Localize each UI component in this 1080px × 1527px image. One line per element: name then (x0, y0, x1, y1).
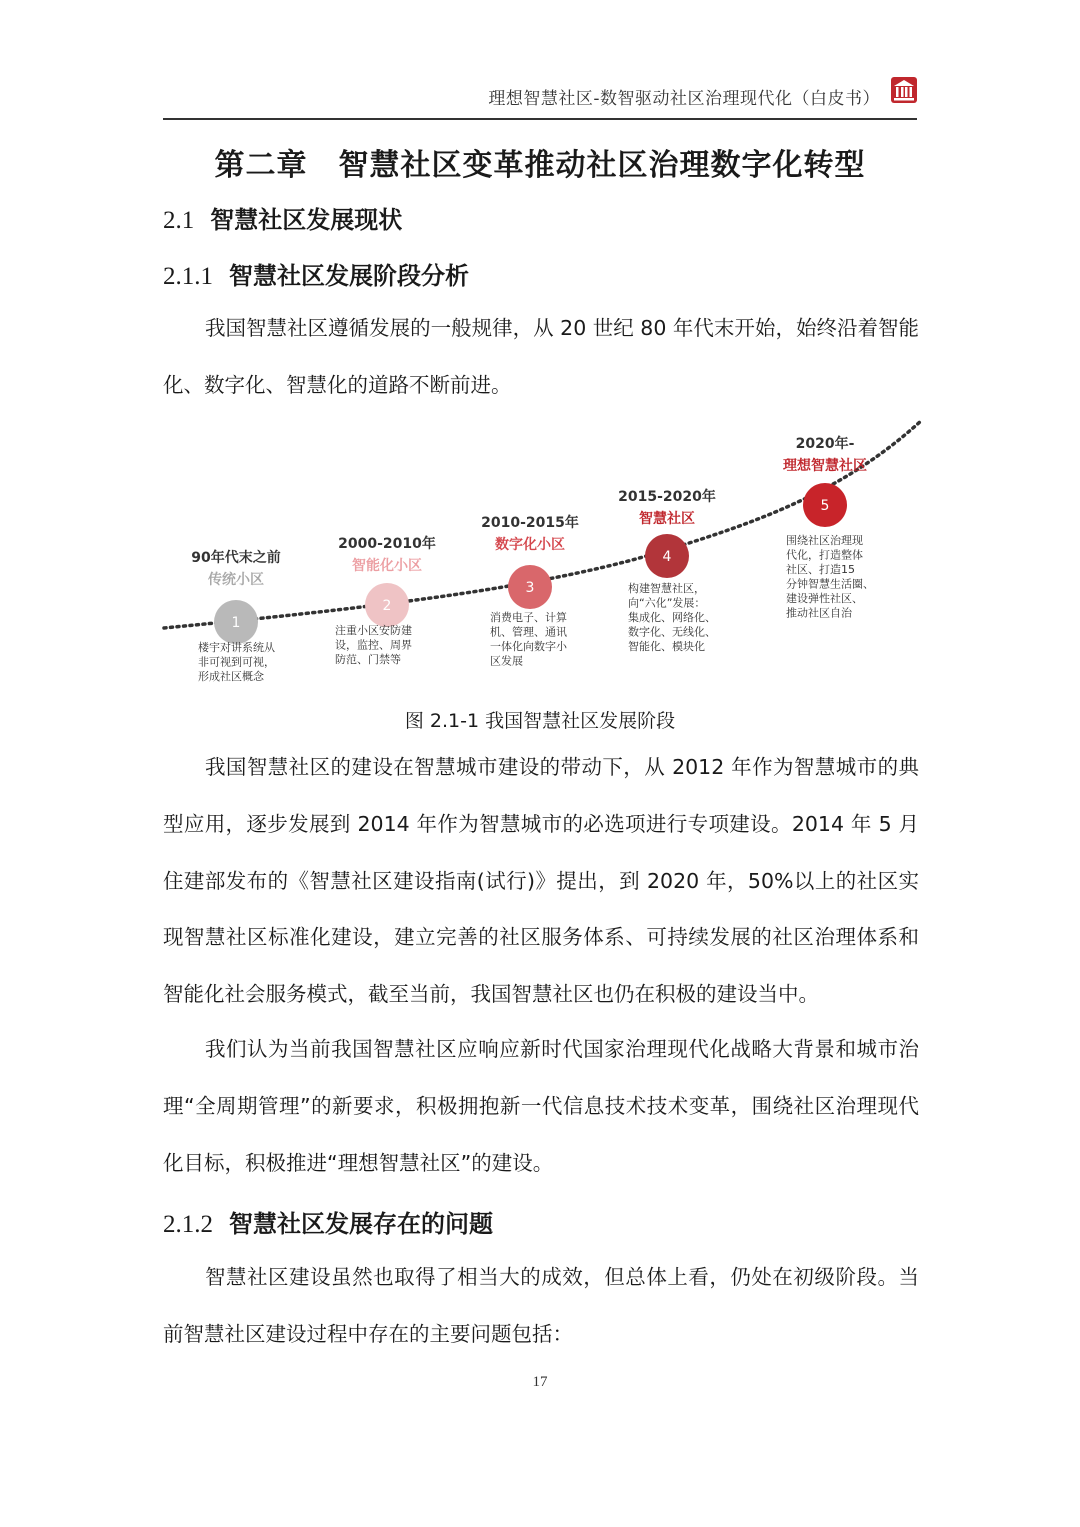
paragraph-1 (163, 300, 919, 414)
stage-4 (618, 488, 716, 653)
section-heading-2-1 (163, 200, 402, 235)
stage-description-line: 建设弹性社区、 (786, 592, 863, 605)
stage-description-line: 智能化、模块化 (628, 640, 705, 653)
paragraph-text: 我国智慧社区遵循发展的一般规律，从 20 世纪 80 年代末开始，始终沿着智能化、数字化、智慧化的道路不断前进。 (163, 316, 919, 397)
stage-period: 2020年- (795, 436, 855, 452)
stage-description-line: 形成社区概念 (198, 670, 264, 683)
stage-period: 2015-2020年 (618, 489, 716, 505)
stage-number: 4 (662, 549, 672, 565)
figure-caption: 图 2.1-1 我国智慧社区发展阶段 (404, 710, 676, 732)
running-header-title: 理想智慧社区-数智驱动社区治理现代化（白皮书） (488, 89, 880, 109)
stage-number: 3 (525, 580, 535, 596)
section-number: 2.1 (163, 207, 195, 234)
paragraph-text: 智慧社区建设虽然也取得了相当大的成效，但总体上看，仍处在初级阶段。当前智慧社区建设过程中存在的主要问题包括： (163, 1265, 919, 1346)
stage-number: 2 (382, 598, 392, 614)
stage-3 (481, 514, 579, 668)
stage-name: 智慧社区 (639, 511, 695, 527)
stage-number: 5 (820, 498, 830, 514)
section-number: 2.1.1 (163, 263, 213, 290)
section-heading-2-1-1 (163, 256, 469, 291)
stage-5 (783, 435, 874, 620)
stage-description-line: 集成化、网络化、 (628, 611, 716, 624)
stage-period: 2010-2015年 (481, 515, 579, 531)
stage-number: 1 (231, 615, 241, 631)
stage-period: 90年代末之前 (191, 550, 281, 566)
section-number: 2.1.2 (163, 1211, 213, 1238)
section-title: 智慧社区发展现状 (210, 206, 403, 234)
stage-description-line: 向“六化”发展： (628, 596, 706, 610)
stage-description-line: 推动社区自治 (786, 606, 852, 620)
stage-name: 智能化小区 (352, 558, 422, 574)
stage-description-line: 代化，打造整体 (786, 548, 863, 562)
stage-name: 传统小区 (208, 572, 264, 588)
stage-period: 2000-2010年 (338, 536, 436, 552)
building-logo-icon (890, 76, 918, 104)
stage-description-line: 区发展 (490, 654, 523, 668)
header-rule (163, 118, 917, 120)
section-heading-2-1-2 (163, 1204, 493, 1239)
stage-description-line: 设，监控、周界 (335, 638, 412, 652)
stage-name: 理想智慧社区 (783, 458, 867, 474)
paragraph-2 (163, 739, 919, 1023)
stage-name: 数字化小区 (495, 537, 565, 553)
stage-description-line: 构建智慧社区， (628, 582, 705, 595)
stage-description-line: 消费电子、计算 (490, 611, 567, 624)
paragraph-text: 我们认为当前我国智慧社区应响应新时代国家治理现代化战略大背景和城市治理“全周期管理”的新要求，积极拥抱新一代信息技术技术变革，围绕社区治理现代化目标，积极推进“理想智慧社区”的建设。 (163, 1037, 919, 1175)
section-title: 智慧社区发展存在的问题 (229, 1210, 493, 1238)
chapter-title: 第二章 智慧社区变革推动社区治理数字化转型 (214, 148, 866, 183)
stage-description-line: 社区、打造15 (786, 563, 855, 576)
page-number: 17 (532, 1374, 548, 1390)
stage-description-line: 机、管理、通讯 (490, 625, 567, 639)
stage-description-line: 围绕社区治理现 (786, 534, 863, 547)
stage-description-line: 分钟智慧生活圈、 (786, 577, 874, 591)
paragraph-3 (163, 1021, 919, 1191)
stage-description-line: 一体化向数字小 (490, 640, 567, 653)
paragraph-text: 我国智慧社区的建设在智慧城市建设的带动下，从 2012 年作为智慧城市的典型应用，逐步发展到 2014 年作为智慧城市的必选项进行专项建设。2014 年 5 月住建部发布的《智慧社区建设指南(试行)》提出，到 2020 年，50%以上的社区实现智慧社区标准化建设，建立完善的社区服务体系、可持续发展的社区治理体系和智能化社会服务模式，截至当前，我国智慧社区也仍在积极的建设当中。 (163, 755, 919, 1007)
stage-description-line: 防范、门禁等 (335, 653, 401, 666)
stage-description-line: 非可视到可视， (198, 655, 275, 669)
stage-2 (335, 535, 436, 666)
paragraph-4 (163, 1249, 919, 1363)
stage-description-line: 注重小区安防建 (335, 624, 412, 637)
development-stages-figure (150, 410, 940, 700)
section-title: 智慧社区发展阶段分析 (229, 262, 469, 290)
stage-description-line: 楼宇对讲系统从 (198, 641, 275, 654)
stage-description-line: 数字化、无线化、 (628, 625, 716, 639)
